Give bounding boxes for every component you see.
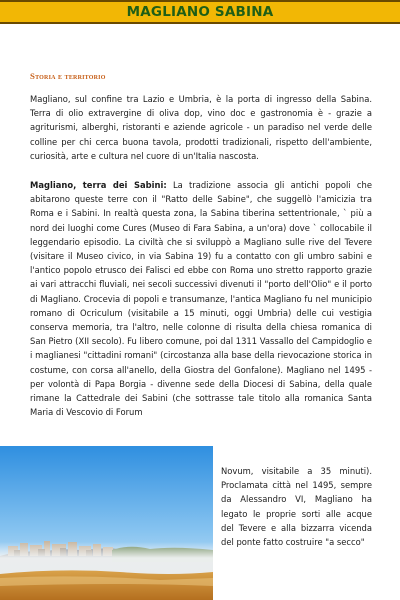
article-paragraph bbox=[30, 178, 372, 419]
town-landscape-photo bbox=[0, 446, 213, 600]
section-title: Storia e territorio bbox=[30, 71, 106, 81]
article-continuation: Novum, visitabile a 35 minuti). Proclamata città nel 1495, sempre da Alessandro VI, Magliano ha legato le proprie sorti alle acque del Tevere e alla bizzarra vicenda del ponte fatto costruire "a secco" bbox=[221, 466, 372, 548]
article-body: La tradizione associa gli antichi popoli che abitarono queste terre con il "Ratto delle Sabine", che suggellò l'amicizia tra Roma e i Sabini. In realtà questa zona, la Sabina tiberina settentrionale, ` più a nord dei luoghi come Cures (Museo di Fara Sabina, a un'ora) dove ` collocabile il leggendario episodio. La civiltà che si sviluppò a Magliano sulle rive del Tevere (visitare il Museo civico, in via Sabina 19) fu a contatto con gli umbro sabini e l'antico popolo etrusco dei Falisci ed ebbe con Roma uno stretto rapporto grazie ai vari attracchi fluviali, nei secoli successivi divenuti il "porto dell'Olio" e il porto di Magliano. Crocevia di popoli e transumanze, l'antica Magliano fu nel municipio romano di Ocriculum (visitabile a 15 minuti, oggi Umbria) delle cui vestigia conserva memoria, tra l'altro, nelle colonne di risulta della chiesa romanica di San Pietro (XII secolo). Fu libero comune, poi dal 1311 Vassallo del Campidoglio e i maglianesi "cittadini romani" (circostanza alla base della rievocazione storica in costume, con corsa all'anello, della Giostra del Gonfalone). Magliano nel 1495 - per volontà di Papa Borgia - divenne sede della Diocesi di Sabina, della quale rimane la Cattedrale dei Sabini (che sottrasse tale titolo alla romanica Santa Maria di Vescovio di Forum bbox=[30, 180, 372, 418]
intro-paragraph: Magliano, sul confine tra Lazio e Umbria, è la porta di ingresso della Sabina. Terra di olio extravergine di oliva dop, vino doc e gastronomia è - grazie a agriturismi, alberghi, ristoranti e aziende agricole - un paradiso nel verde delle colline per chi cerca buona tavola, prodotti tradizionali, rispetto dell'ambiente, curiosità, arte e cultura nel cuore di un'Italia nascosta. bbox=[30, 94, 372, 161]
page-title: MAGLIANO SABINA bbox=[126, 4, 274, 20]
landscape-image-icon bbox=[0, 446, 213, 600]
article-lead: Magliano, terra dei Sabini: bbox=[30, 180, 167, 190]
page-header bbox=[0, 0, 400, 24]
